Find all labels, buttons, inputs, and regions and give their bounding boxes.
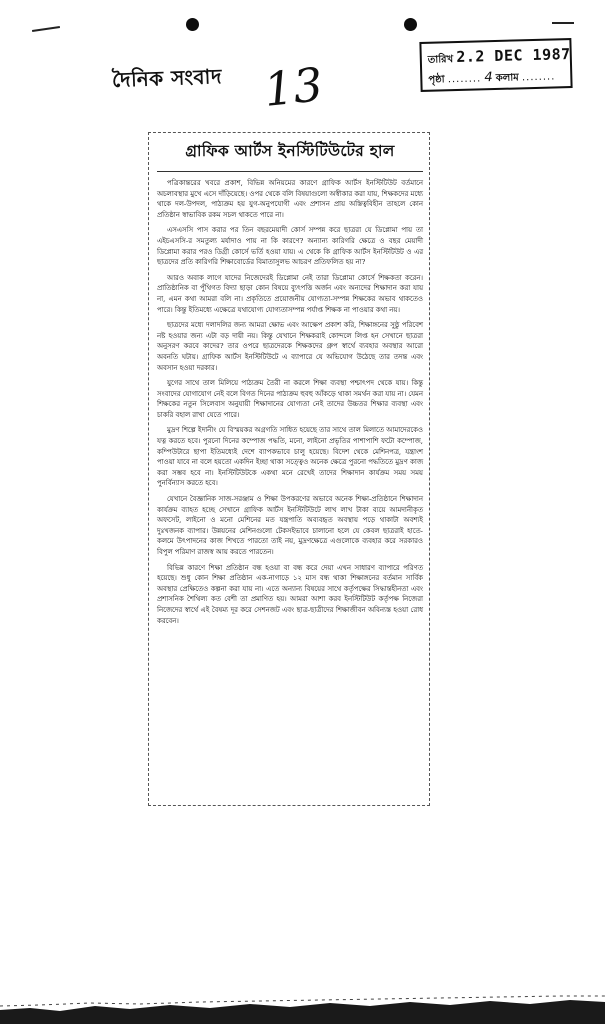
stamp-column-label: কলাম xyxy=(495,72,519,85)
article-paragraph: আরও অবাক লাগে যাদের নিজেদেরই ডিপ্লোমা নেই তারা ডিপ্লোমা কোর্সে শিক্ষকতা করেন। প্রাতিষ্ঠানিক বা পুঁথিগত বিদ্যা ছাড়া কোন বিষয়ে ব্যুৎপত্তি অর্জন এবং অন্যদের শিক্ষাদান করা যায় না, এমন কথা আমরা বলি না। প্রকৃতিতে প্রয়োজনীয় যোগ্যতা-সম্পন্ন শিক্ষকের অভাব থাকতেও পারে। কিন্তু ইতিমধ্যে এক্ষেত্রে যথাযোগ্য যোগ্যতাসম্পন্ন পর্যাপ্ত শিক্ষক না পাওয়ার কথা নয়। xyxy=(157,273,423,314)
article-paragraph: বিভিন্ন কারণে শিক্ষা প্রতিষ্ঠান বন্ধ হওয়া বা বন্ধ করে দেয়া এখন সাধারণ ব্যাপারে পরিণত হয়েছে। শুধু কোন শিক্ষা প্রতিষ্ঠান এক-নাগাড়ে ১২ মাস বন্ধ থাকা শিক্ষাঙ্গনের বর্তমান সার্বিক অবস্থার প্রেক্ষিতেও কল্পনা করা যায় না। এতে অন্যান্য বিষয়ের সাথে কর্তৃপক্ষের সিদ্ধান্তহীনতা এবং প্রশাসনিক শৈথিল্য কত বেশী তা প্রমাণিত হয়। আমরা আশা করব ইনস্টিটিউট কর্তৃপক্ষ নিজেরা নিজেদের স্বার্থে এই বৈষম্য দূর করে সেশনজট এবং ছাত্র-ছাত্রীদের শিক্ষাজীবন অবিন্যস্ত হওয়া রোধ করবেন। xyxy=(157,563,423,625)
newspaper-clipping xyxy=(148,132,430,806)
stamp-page-value: 4 xyxy=(484,70,493,86)
stamp-column-dots: ........ xyxy=(521,71,556,84)
article-paragraph: মুদ্রণ শিল্পে ইদানীং যে বিস্ময়কর অগ্রগতি সাধিত হয়েছে তার সাথে তাল মিলাতে আমাদেরকেও যত্ন করতে হবে। পুরনো দিনের কম্পোজ পদ্ধতি, মনো, লাইনো প্রভৃতির পাশাপাশি ফটো কম্পোজ, কম্পিউটারে ছাপা ইতিমধ্যেই দেশে ব্যাপকভাবে চালু হয়েছে। বিদেশ থেকে মেশিনপত্র, যন্ত্রাংশ পাওয়া যাবে না বলে হয়তো একদিন ইচ্ছা থাকা সত্ত্বেও অনেক ক্ষেত্রে পুরনো পদ্ধতিতে মুদ্রণ কাজ করা সম্ভব হবে না। ইনস্টিটিউটকে একথা মনে রেখেই তাদের শিক্ষাদান কার্যক্রম সময় সময় পুনর্বিন্যাস করতে হবে। xyxy=(157,426,423,488)
stamp-date-value: 2.2 DEC 1987 xyxy=(456,45,571,67)
article-paragraph: যেখানে বৈজ্ঞানিক সাজ-সরঞ্জাম ও শিক্ষা উপকরণের অভাবে অনেক শিক্ষা-প্রতিষ্ঠানে শিক্ষাদান কার্যক্রম ব্যাহত হচ্ছে সেখানে গ্রাফিক আর্টস ইনস্টিটিউটে লাখ লাখ টাকা ব্যয়ে আমদানীকৃত অফসেট, লাইনো ও মনো মেশিনের মত যন্ত্রপাতি অব্যবহৃত অবস্থায় পড়ে থাকাটা অবশ্যই দুঃখজনক ব্যাপার। উন্নয়নের মেশিনগুলো টেকসইভাবে চালানো হলে যে কেবল ছাত্ররাই হাতে-কলমে উৎপাদনের কাজ শিখতে পারতো তাই নয়, মুদ্রণক্ষেত্রে এগুলোকে ব্যবহার করে সরকারও বিপুল পরিমাণ রাজস্ব আয় করতে পারতেন। xyxy=(157,495,423,556)
corner-mark-left xyxy=(32,26,60,32)
stamp-date-row xyxy=(428,45,571,70)
article-paragraph: পত্রিকান্তরের খবরে প্রকাশ, বিভিন্ন অনিয়মের কারণে গ্রাফিক আর্টস ইনস্টিটিউট বর্তমানে অচলাবস্থার মুখে এসে দাঁড়িয়েছে। ওপর থেকে বলি বিষয়াগুলো অস্বীকার করা যায়, শিক্ষকদের মধ্যে থাকে দল-উপদল, পাঠ্যক্রম হয় যুগ-অনুপযোগী এবং প্রশাসন প্রায় অস্তিত্ববিহীন তাহলে কোন প্রতিষ্ঠান স্বাভাবিক রকম সচল থাকতে পারে না। xyxy=(157,179,423,219)
stamp-page-row xyxy=(428,68,555,89)
scan-bottom-edge xyxy=(0,984,605,1024)
stamp-date-label: তারিখ xyxy=(427,54,454,66)
corner-mark-right xyxy=(552,22,574,24)
article-paragraph: যুগের সাথে তাল মিলিয়ে পাঠ্যক্রম তৈরী না করলে শিক্ষা ব্যবস্থা পশ্চাৎপদ থেকে যায়। কিন্তু সংবাদের যোগাযোগ নেই বলে বিগত দিনের পাঠ্যক্রম হুবহু আঁকড়ে থাকা সমর্থন করা যায় না। যেমন শিক্ষকের নতুন সিলেবাস অনুযায়ী শিক্ষাদানের যোগ্যতা নেই তাদের উচ্চতর শিক্ষার ব্যবস্থা এবং চাকরি বহাল রাখা যেতে পারে। xyxy=(157,379,423,419)
handwritten-page-number: 13 xyxy=(261,57,326,117)
stamp-page-dots: ........ xyxy=(447,73,482,86)
article-paragraph: ছাত্রদের মধ্যে দলাদলির জন্য আমরা ক্ষোভ এবং আক্ষেপ প্রকাশ করি, শিক্ষাঙ্গনের সুষ্ঠু পরিবেশ নষ্ট হওয়ার জন্য এটা বড় দায়ী নয়। কিন্তু যেখানে শিক্ষকরাই কোন্দলে লিপ্ত হন সেখানে ছাত্ররা অনুসরণ করবে কাদের? তার ওপরে ছাত্রদেরকে শিক্ষকদের গ্রুপ স্বার্থে ব্যবহার অবস্থার আরো অবনতি ঘটায়। গ্রাফিক আর্টস ইনস্টিটিউটে এ ব্যাপারে যে অভিযোগ উঠেছে তার তদন্ত এবং অবসান হওয়া দরকার। xyxy=(157,321,423,372)
date-stamp xyxy=(419,38,572,92)
article-headline: গ্রাফিক আর্টস ইনস্টিটিউটের হাল xyxy=(157,137,423,172)
punch-hole-left xyxy=(186,18,199,31)
stamp-page-label: পৃষ্ঠা xyxy=(428,74,445,86)
article-paragraph: এসএসসি পাস করার পর তিন বছরমেয়াদী কোর্স সম্পন্ন করে ছাত্ররা যে ডিপ্লোমা পায় তা এইচএসসি-র সমতুল্য মর্যাদাও পায় না কি কারণে? অন্যান্য কারিগরি ক্ষেত্রে ও বছর মেয়াদী ডিপ্লোমা করার পরও ডিগ্রী কোর্সে ভর্তি হওয়া যায়। এ থেকে কি গ্রাফিক আর্টস ইনস্টিটিউট ও এর ছাত্রদের প্রতি কারিগরি শিক্ষাবোর্ডের বিমাতাসুলভ আচরণ প্রতিফলিত হয় না? xyxy=(157,226,423,267)
punch-hole-right xyxy=(404,18,417,31)
newspaper-name: দৈনিক সংবাদ xyxy=(111,64,223,92)
